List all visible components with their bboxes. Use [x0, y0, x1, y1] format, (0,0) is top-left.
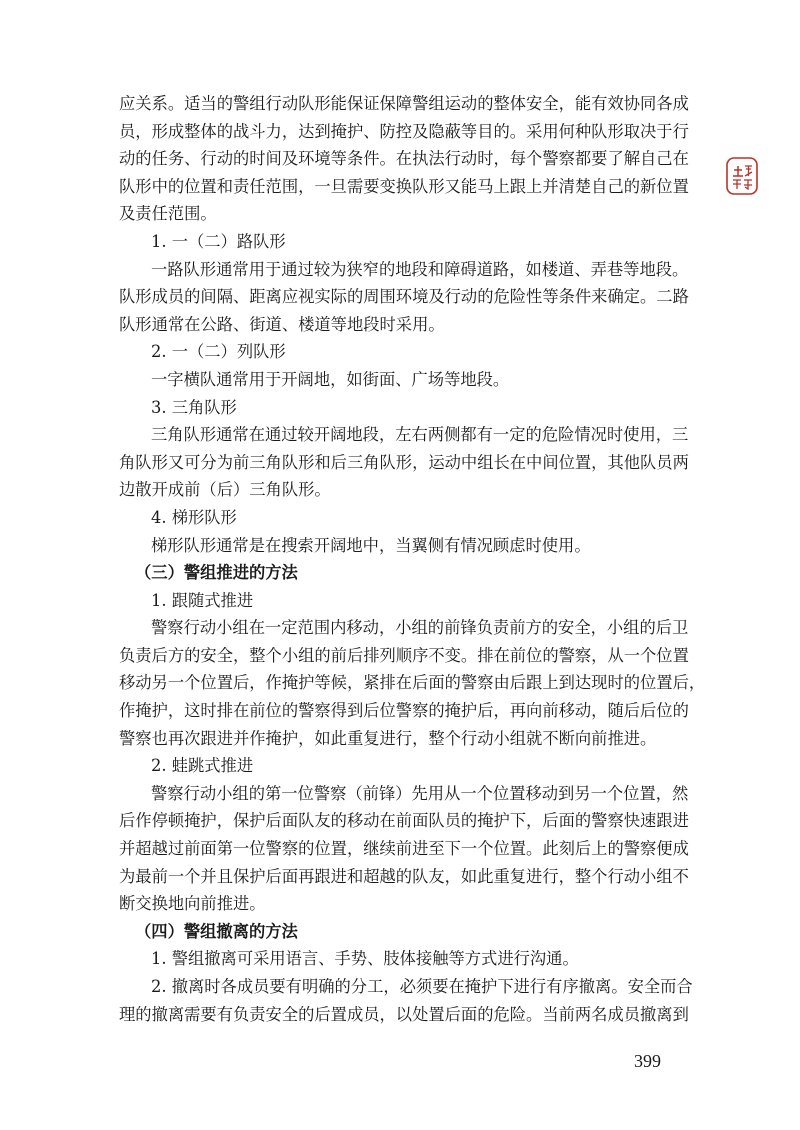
- paragraph-line: 一路队形通常用于通过较为狭窄的地段和障碍道路，如楼道、弄巷等地段。: [151, 259, 689, 279]
- paragraph-line: 队形通常在公路、街道、楼道等地段时采用。: [119, 314, 445, 334]
- paragraph-line: 断交换地向前推进。: [119, 894, 266, 914]
- paragraph-line: 队形成员的间隔、距离应视实际的周围环境及行动的危险性等条件来确定。二路: [119, 287, 689, 307]
- paragraph-line: 警察也再次跟进并作掩护，如此重复进行，整个行动小组就不断向前推进。: [119, 728, 657, 748]
- paragraph-line: 后作停顿掩护，保护后面队友的移动在前面队员的掩护下，后面的警察快速跟进: [119, 811, 689, 831]
- section-heading: （三）警组推进的方法: [135, 563, 298, 583]
- paragraph-line: 边散开成前（后）三角队形。: [119, 480, 331, 500]
- paragraph-line: 作掩护，这时排在前位的警察得到后位警察的掩护后，再向前移动，随后后位的: [119, 701, 689, 721]
- subsection-heading: 1. 跟随式推进: [151, 590, 254, 610]
- paragraph-line: 理的撤离需要有负责安全的后置成员，以处置后面的危险。当前两名成员撤离到: [119, 1004, 689, 1024]
- paragraph-line: 一字横队通常用于开阔地，如街面、广场等地段。: [151, 369, 510, 389]
- paragraph-line: 应关系。适当的警组行动队形能保证保障警组运动的整体安全，能有效协同各成: [119, 94, 689, 113]
- paragraph-line: 警察行动小组的第一位警察（前锋）先用从一个位置移动到另一个位置，然: [151, 783, 689, 803]
- paragraph-line: 梯形队形通常是在搜索开阔地中，当翼侧有情况顾虑时使用。: [151, 535, 591, 555]
- paragraph-line: 负责后方的安全，整个小组的前后排列顺序不变。排在前位的警察，从一个位置: [119, 645, 689, 665]
- paragraph-line: 并超越过前面第一位警察的位置，继续前进至下一个位置。此刻后上的警察便成: [119, 839, 689, 859]
- page-number: 399: [634, 1051, 661, 1071]
- paragraph-line: 及责任范围。: [119, 204, 217, 224]
- paragraph-line: 1. 警组撤离可采用语言、手势、肢体接触等方式进行沟通。: [151, 949, 579, 969]
- subsection-heading: 4. 梯形队形: [151, 507, 237, 527]
- section-heading: （四）警组撤离的方法: [135, 921, 298, 941]
- paragraph-line: 移动另一个位置后，作掩护等候，紧排在后面的警察由后跟上到达现时的位置后，: [119, 673, 706, 693]
- paragraph-line: 2. 撤离时各成员要有明确的分工，必须要在掩护下进行有序撤离。安全而合: [151, 977, 693, 996]
- seal-stamp-icon: [725, 156, 759, 196]
- text-body: [119, 90, 706, 1028]
- subsection-heading: 3. 三角队形: [151, 397, 237, 417]
- subsection-heading: 2. 蛙跳式推进: [151, 756, 254, 776]
- paragraph-line: 三角队形通常在通过较开阔地段，左右两侧都有一定的危险情况时使用，三: [151, 425, 689, 445]
- paragraph-line: 动的任务、行动的时间及环境等条件。在执法行动时，每个警察都要了解自己在: [119, 149, 689, 169]
- paragraph-line: 角队形又可分为前三角队形和后三角队形，运动中组长在中间位置，其他队员两: [119, 452, 689, 472]
- subsection-heading: 2. 一（二）列队形: [151, 342, 286, 362]
- paragraph-line: 为最前一个并且保护后面再跟进和超越的队友，如此重复进行，整个行动小组不: [119, 866, 689, 886]
- paragraph-line: 员，形成整体的战斗力，达到掩护、防控及隐蔽等目的。采用何种队形取决于行: [119, 121, 689, 141]
- paragraph-line: 队形中的位置和责任范围，一旦需要变换队形又能马上跟上并清楚自己的新位置: [119, 176, 689, 196]
- paragraph-line: 警察行动小组在一定范围内移动，小组的前锋负责前方的安全，小组的后卫: [151, 618, 689, 638]
- subsection-heading: 1. 一（二）路队形: [151, 231, 286, 251]
